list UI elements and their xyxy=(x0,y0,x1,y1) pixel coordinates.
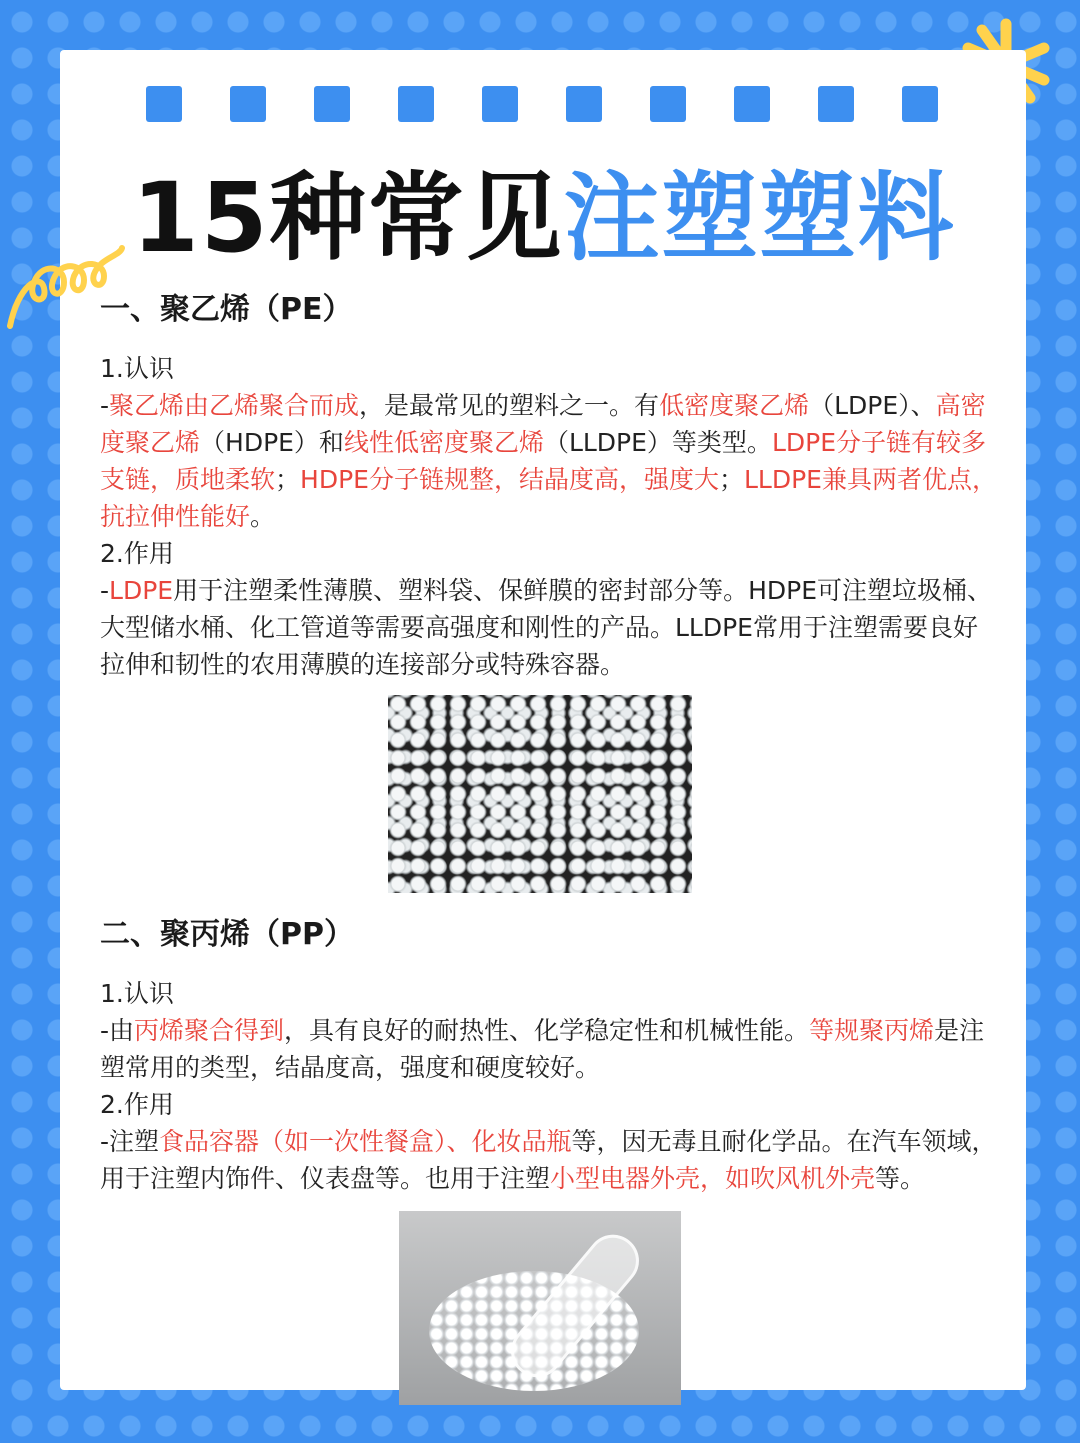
highlight-text: 线性低密度聚乙烯 xyxy=(343,428,544,457)
paragraph-pe-use xyxy=(100,572,1000,683)
body-text: ； xyxy=(275,465,301,494)
body-text: 用于注塑柔性薄膜、塑料袋、保鲜膜的密封部分等。HDPE可注塑垃圾桶、大型储水桶、化工管道等需要高强度和刚性的产品。LLDPE常用于注塑需要良好拉伸和韧性的农用薄膜的连接部分或特殊容器。 xyxy=(100,576,993,679)
title-highlight-part: 注塑塑料 xyxy=(564,158,956,278)
body-text: -由 xyxy=(100,1016,135,1045)
highlight-text: 高密度聚乙烯 xyxy=(100,391,986,457)
subheading-pp-use: 2.作用 xyxy=(100,1090,174,1119)
highlight-text: LDPE xyxy=(109,576,174,605)
section-heading-pp: 二、聚丙烯（PP） xyxy=(100,917,354,952)
subheading-pp-intro: 1.认识 xyxy=(100,979,174,1008)
subheading-pe-use: 2.作用 xyxy=(100,539,174,568)
page-title xyxy=(132,158,956,278)
highlight-text: 丙烯聚合得到 xyxy=(134,1016,285,1045)
body-text: - xyxy=(100,391,110,420)
body-text: （HDPE）和 xyxy=(200,428,344,457)
paragraph-pp-use xyxy=(100,1123,1000,1197)
body-text: ，具有良好的耐热性、化学稳定性和机械性能。 xyxy=(284,1016,810,1045)
body-text: - xyxy=(100,576,110,605)
body-text: ，是最常见的塑料之一。有 xyxy=(359,391,660,420)
decorative-squares xyxy=(146,86,938,122)
pe-pellets-image xyxy=(388,695,692,893)
highlight-text: LLDPE兼具两者优点，抗拉伸性能好 xyxy=(100,465,997,531)
body-text: -注塑 xyxy=(100,1127,160,1156)
body-text: 等。 xyxy=(875,1164,926,1193)
article-body xyxy=(100,290,1000,1405)
section-heading-pe: 一、聚乙烯（PE） xyxy=(100,292,353,327)
subheading-pe-intro: 1.认识 xyxy=(100,354,174,383)
body-text: （LLDPE）等类型。 xyxy=(543,428,772,457)
highlight-text: 小型电器外壳，如吹风机外壳 xyxy=(550,1164,876,1193)
highlight-text: HDPE分子链规整，结晶度高，强度大 xyxy=(300,465,719,494)
yellow-curl-icon xyxy=(4,236,128,332)
body-text: 。 xyxy=(250,502,276,531)
highlight-text: LDPE分子链有较多支链，质地柔软 xyxy=(100,428,986,494)
highlight-text: 聚乙烯由乙烯聚合而成 xyxy=(109,391,360,420)
paragraph-pp-intro xyxy=(100,1012,1000,1086)
title-black-part: 15种常见 xyxy=(132,162,564,274)
pp-pellets-image xyxy=(399,1211,681,1405)
paragraph-pe-intro xyxy=(100,387,1000,535)
body-text: 是注塑常用的类型，结晶度高，强度和硬度较好。 xyxy=(100,1016,985,1082)
body-text: （LDPE）、 xyxy=(809,391,936,420)
body-text: ； xyxy=(718,465,744,494)
content-card xyxy=(60,50,1026,1390)
highlight-text: 食品容器（如一次性餐盒）、化妆品瓶 xyxy=(159,1127,572,1156)
body-text: 等，因无毒且耐化学品。在汽车领域，用于注塑内饰件、仪表盘等。也用于注塑 xyxy=(100,1127,997,1193)
highlight-text: 等规聚丙烯 xyxy=(809,1016,935,1045)
highlight-text: 低密度聚乙烯 xyxy=(659,391,810,420)
